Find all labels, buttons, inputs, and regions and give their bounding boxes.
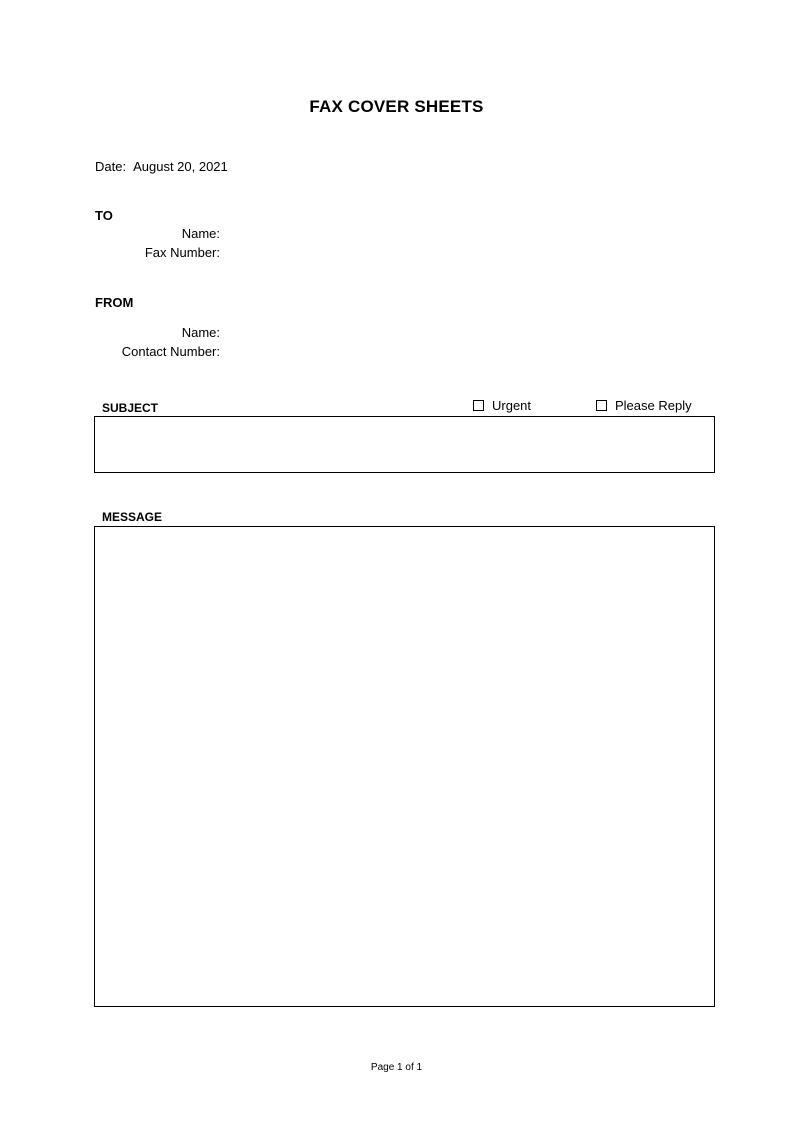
urgent-label: Urgent [492, 398, 532, 413]
document-title: FAX COVER SHEETS [309, 97, 484, 116]
from-contact-number-label: Contact Number: [121, 344, 220, 359]
message-box[interactable] [94, 526, 715, 1007]
date-value: August 20, 2021 [133, 159, 228, 174]
message-label: MESSAGE [102, 510, 163, 524]
page-number: Page 1 of 1 [370, 1062, 423, 1073]
please-reply-option[interactable] [596, 398, 692, 413]
subject-label: SUBJECT [102, 401, 159, 415]
please-reply-label: Please Reply [615, 398, 692, 413]
from-name-label: Name: [181, 325, 220, 340]
to-fax-number-label: Fax Number: [144, 245, 220, 260]
please-reply-checkbox[interactable] [596, 400, 607, 411]
urgent-option[interactable] [473, 398, 531, 413]
subject-box[interactable] [94, 416, 715, 473]
from-heading: FROM [95, 295, 134, 310]
to-name-label: Name: [181, 226, 220, 241]
date-label: Date: [95, 159, 127, 174]
urgent-checkbox[interactable] [473, 400, 484, 411]
date-row [95, 159, 228, 174]
to-heading: TO [95, 208, 113, 223]
